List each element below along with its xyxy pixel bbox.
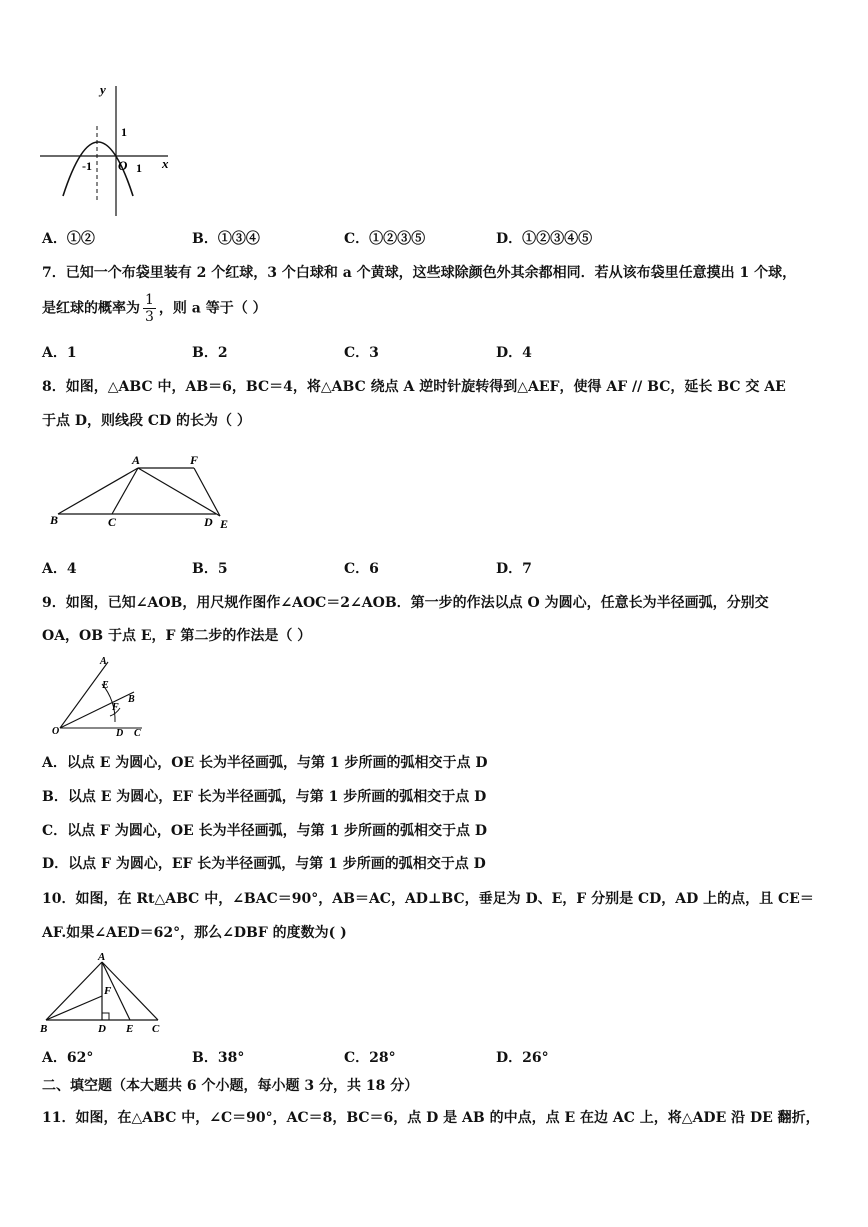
q7-stem-line2 [42, 292, 267, 325]
section-heading: 二、填空题（本大题共 6 个小题，每小题 3 分，共 18 分） [42, 1078, 419, 1094]
q10-stem-line1: 10．如图，在 Rt△ABC 中，∠BAC＝90°，AB＝AC，AD⊥BC，垂足为 D、E，F 分别是 CD，AD 上的点，且 CE＝ [42, 891, 814, 907]
label-c: C [108, 515, 117, 529]
label-d: D [116, 728, 124, 738]
label-c: C [134, 728, 141, 738]
fraction-denominator: 3 [145, 309, 154, 325]
q7-option-a[interactable]: A．1 [42, 345, 77, 361]
label-f: F [112, 702, 119, 713]
label-b: B [50, 513, 59, 527]
label-o: O [52, 726, 60, 737]
label-a: A [100, 656, 107, 667]
q7-stem-line1: 7．已知一个布袋里装有 2 个红球，3 个白球和 a 个黄球，这些球除颜色外其余都相同．若从该布袋里任意摸出 1 个球， [42, 265, 797, 281]
q9-option-b[interactable]: B．以点 E 为圆心，EF 长为半径画弧，与第 1 步所画的弧相交于点 D [42, 789, 487, 805]
q8-stem-line1: 8．如图，△ABC 中，AB＝6，BC＝4，将△ABC 绕点 A 逆时针旋转得到△AEF，使得 AF // BC，延长 BC 交 AE [42, 379, 786, 395]
q9-stem-line1: 9．如图，已知∠AOB，用尺规作图作∠AOC＝2∠AOB．第一步的作法以点 O 为圆心，任意长为半径画弧，分别交 [42, 595, 769, 611]
right-angle-mark [102, 1013, 109, 1020]
q7-line2-pre: 是红球的概率为 [42, 300, 140, 317]
segment-ae [138, 468, 220, 516]
q10-option-c[interactable]: C．28° [344, 1050, 396, 1066]
y-label: y [100, 82, 106, 97]
x-label: x [162, 156, 169, 171]
label-a: A [132, 453, 141, 467]
label-e: E [126, 1023, 134, 1035]
q9-option-d[interactable]: D．以点 F 为圆心，EF 长为半径画弧，与第 1 步所画的弧相交于点 D [42, 856, 486, 872]
q8-stem-line2: 于点 D，则线段 CD 的长为（ ） [42, 413, 251, 429]
q7-line2-post: ，则 a 等于（ ） [158, 300, 267, 317]
q8-option-a[interactable]: A．4 [42, 561, 77, 577]
label-a: A [98, 952, 106, 963]
q10-option-d[interactable]: D．26° [496, 1050, 549, 1066]
q7-option-b[interactable]: B．2 [192, 345, 228, 361]
q10-option-b[interactable]: B．38° [192, 1050, 245, 1066]
ray-ob [60, 692, 134, 728]
label-d: D [98, 1023, 106, 1035]
segment-ab [58, 468, 138, 514]
segment-ab [46, 962, 102, 1020]
origin-label: O [118, 158, 128, 173]
ray-oa [60, 662, 108, 728]
label-d: D [204, 515, 213, 529]
segment-bf [46, 996, 102, 1020]
q8-option-c[interactable]: C．6 [344, 561, 379, 577]
label-e: E [102, 680, 109, 691]
one-x-label: 1 [136, 161, 142, 175]
label-b: B [40, 1023, 48, 1035]
q9-option-a[interactable]: A．以点 E 为圆心，OE 长为半径画弧，与第 1 步所画的弧相交于点 D [42, 755, 488, 771]
q6-parabola-figure [38, 82, 178, 222]
q10-stem-line2: AF.如果∠AED＝62°，那么∠DBF 的度数为( ) [42, 925, 347, 941]
label-f: F [190, 453, 199, 467]
q10-option-a[interactable]: A．62° [42, 1050, 94, 1066]
q9-angle-figure [46, 654, 156, 738]
q8-option-b[interactable]: B．5 [192, 561, 228, 577]
q7-option-d[interactable]: D．4 [496, 345, 532, 361]
q9-stem-line2: OA，OB 于点 E，F 第二步的作法是（ ） [42, 628, 312, 644]
neg1-label: -1 [82, 159, 92, 173]
q6-option-d[interactable]: D．①②③④⑤ [496, 231, 593, 247]
q6-option-c[interactable]: C．①②③⑤ [344, 231, 426, 247]
probability-fraction [143, 292, 156, 325]
label-c: C [152, 1023, 160, 1035]
q11-stem-line1: 11．如图，在△ABC 中，∠C＝90°，AC＝8，BC＝6，点 D 是 AB 的中点，点 E 在边 AC 上，将△ADE 沿 DE 翻折， [42, 1110, 820, 1126]
q6-option-a[interactable]: A．①② [42, 231, 95, 247]
q8-option-d[interactable]: D．7 [496, 561, 532, 577]
fraction-numerator: 1 [145, 292, 154, 308]
label-e: E [220, 517, 229, 531]
label-b: B [128, 694, 135, 705]
q6-option-b[interactable]: B．①③④ [192, 231, 260, 247]
q9-option-c[interactable]: C．以点 F 为圆心，OE 长为半径画弧，与第 1 步所画的弧相交于点 D [42, 823, 488, 839]
q7-option-c[interactable]: C．3 [344, 345, 379, 361]
label-f: F [104, 985, 112, 997]
q8-rotation-figure [44, 450, 244, 534]
one-y-label: 1 [121, 125, 127, 139]
q10-triangle-figure [38, 952, 168, 1036]
